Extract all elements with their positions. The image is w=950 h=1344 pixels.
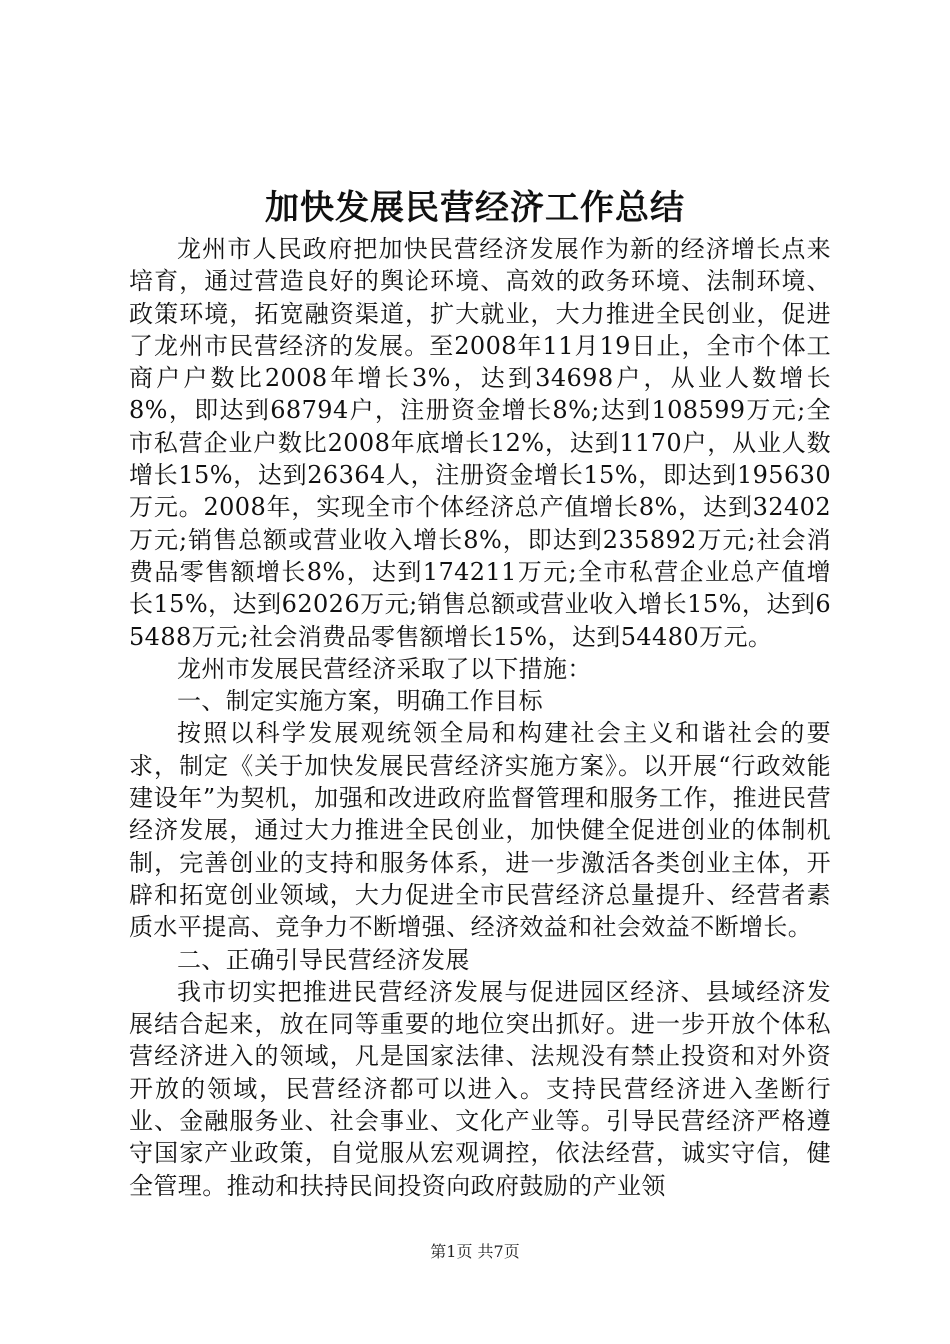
document-title: 加快发展民营经济工作总结 — [265, 188, 685, 228]
paragraph-section-1: 按照以科学发展观统领全局和构建社会主义和谐社会的要求，制定《关于加快发展民营经济实施方案》。以开展“行政效能建设年”为契机，加强和改进政府监督管理和服务工作，推进民营经济发展，通过大力推进全民创业，加快健全促进创业的体制机制，完善创业的支持和服务体系，进一步激活各类创业主体，开辟和拓宽创业领域，大力促进全市民营经济总量提升、经营者素质水平提高、竞争力不断增强、经济效益和社会效益不断增长。 — [129, 719, 831, 942]
page-footer: 第1页 共7页 — [430, 1242, 520, 1261]
document-body — [129, 233, 831, 1202]
paragraph-section-2: 我市切实把推进民营经济发展与促进园区经济、县域经济发展结合起来，放在同等重要的地位突出抓好。进一步开放个体私营经济进入的领域，凡是国家法律、法规没有禁止投资和对外资开放的领域，民营经济都可以进入。支持民营经济进入垄断行业、金融服务业、社会事业、文化产业等。引导民营经济严格遵守国家产业政策，自觉服从宏观调控，依法经营，诚实守信，健全管理。推动和扶持民间投资向政府鼓励的产业领 — [129, 977, 831, 1200]
section-heading-1: 一、制定实施方案，明确工作目标 — [177, 687, 543, 716]
paragraph-measures-lead: 龙州市发展民营经济采取了以下措施： — [177, 654, 592, 683]
paragraph-intro: 龙州市人民政府把加快民营经济发展作为新的经济增长点来培育，通过营造良好的舆论环境、高效的政务环境、法制环境、政策环境，拓宽融资渠道，扩大就业，大力推进全民创业，促进了龙州市民营经济的发展。至2008年11月19日止，全市个体工商户户数比2008年增长3%，达到34698户，从业人数增长8%，即达到68794户，注册资金增长8%;达到108599万元;全市私营企业户数比2008年底增长12%，达到1170户，从业人数增长15%，达到26364人，注册资金增长15%，即达到195630万元。2008年，实现全市个体经济总产值增长8%，达到32402万元;销售总额或营业收入增长8%，即达到235892万元;社会消费品零售额增长8%，达到174211万元;全市私营企业总产值增长15%，达到62026万元;销售总额或营业收入增长15%，达到65488万元;社会消费品零售额增长15%，达到54480万元。 — [129, 235, 831, 651]
section-heading-2: 二、正确引导民营经济发展 — [177, 945, 470, 974]
